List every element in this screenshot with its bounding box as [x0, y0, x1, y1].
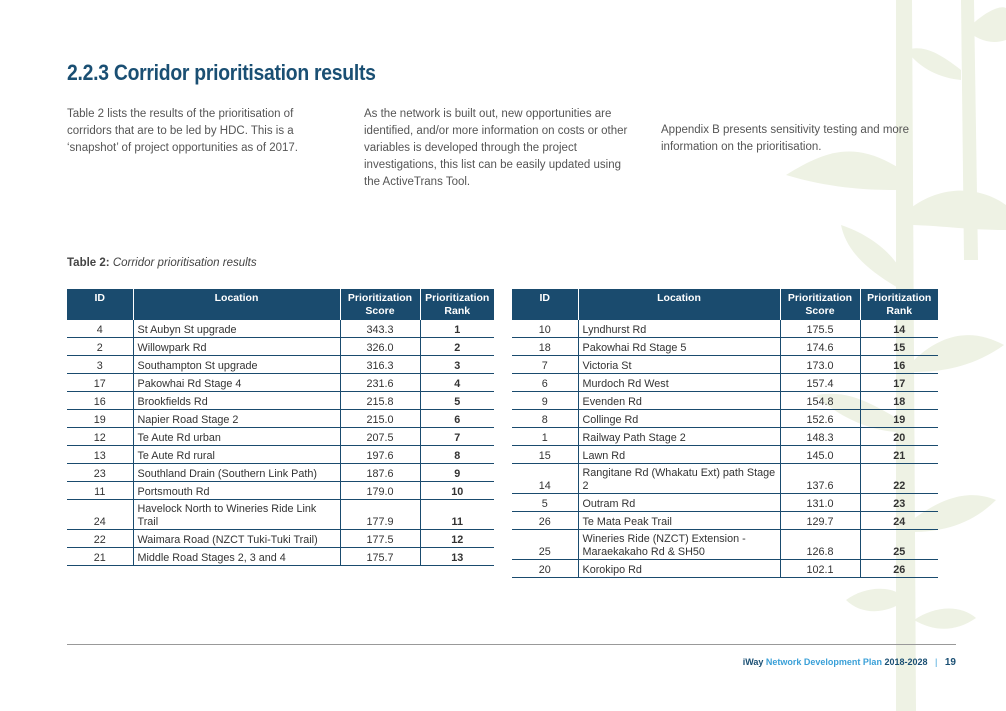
footer-brand: iWay — [742, 657, 764, 667]
results-table-left — [67, 289, 494, 566]
footer-plan-name: Network Development Plan — [765, 657, 882, 667]
cell-score: 316.3 — [340, 356, 420, 374]
cell-rank: 1 — [420, 320, 494, 338]
cell-score: 126.8 — [780, 530, 860, 560]
table-row — [512, 494, 938, 512]
cell-score: 175.5 — [780, 320, 860, 338]
cell-id: 11 — [67, 482, 133, 500]
table-caption — [67, 257, 257, 269]
table-row — [67, 320, 494, 338]
cell-location: Murdoch Rd West — [578, 374, 780, 392]
cell-id: 19 — [67, 410, 133, 428]
cell-rank: 18 — [860, 392, 938, 410]
cell-location: Korokipo Rd — [578, 560, 780, 578]
table-row — [512, 530, 938, 560]
cell-location: Portsmouth Rd — [133, 482, 340, 500]
cell-score: 177.5 — [340, 530, 420, 548]
cell-id: 18 — [512, 338, 578, 356]
cell-location: Pakowhai Rd Stage 5 — [578, 338, 780, 356]
cell-score: 154.8 — [780, 392, 860, 410]
table-row — [512, 446, 938, 464]
header-id: ID — [67, 289, 133, 320]
results-table-right — [512, 289, 938, 578]
cell-score: 187.6 — [340, 464, 420, 482]
cell-location: Outram Rd — [578, 494, 780, 512]
cell-score: 174.6 — [780, 338, 860, 356]
cell-score: 215.0 — [340, 410, 420, 428]
cell-id: 21 — [67, 548, 133, 566]
cell-rank: 2 — [420, 338, 494, 356]
header-rank: Prioritization Rank — [420, 289, 494, 320]
cell-rank: 5 — [420, 392, 494, 410]
cell-rank: 11 — [420, 500, 494, 530]
cell-location: Southampton St upgrade — [133, 356, 340, 374]
cell-score: 177.9 — [340, 500, 420, 530]
page-footer — [743, 657, 956, 668]
table-row — [67, 392, 494, 410]
intro-paragraph-1: Table 2 lists the results of the prioritisation of corridors that are to be led by HDC. This is a ‘snapshot’ of project opportunities as of 2017. — [67, 108, 298, 154]
cell-score: 207.5 — [340, 428, 420, 446]
table-row — [512, 560, 938, 578]
cell-rank: 9 — [420, 464, 494, 482]
cell-score: 343.3 — [340, 320, 420, 338]
cell-rank: 12 — [420, 530, 494, 548]
cell-id: 26 — [512, 512, 578, 530]
cell-score: 131.0 — [780, 494, 860, 512]
cell-id: 23 — [67, 464, 133, 482]
cell-rank: 13 — [420, 548, 494, 566]
cell-id: 2 — [67, 338, 133, 356]
cell-score: 129.7 — [780, 512, 860, 530]
cell-id: 20 — [512, 560, 578, 578]
page-number: 19 — [944, 657, 956, 668]
cell-rank: 16 — [860, 356, 938, 374]
cell-rank: 17 — [860, 374, 938, 392]
intro-paragraph-2: As the network is built out, new opportunities are identified, and/or more information on costs or other variables is developed through the project investigations, this list can be easily updated using the ActiveTrans Tool. — [364, 108, 628, 188]
cell-location: Middle Road Stages 2, 3 and 4 — [133, 548, 340, 566]
cell-rank: 7 — [420, 428, 494, 446]
cell-score: 148.3 — [780, 428, 860, 446]
table-row — [512, 428, 938, 446]
cell-id: 8 — [512, 410, 578, 428]
header-id: ID — [512, 289, 578, 320]
cell-id: 25 — [512, 530, 578, 560]
header-location: Location — [133, 289, 340, 320]
cell-id: 10 — [512, 320, 578, 338]
cell-location: St Aubyn St upgrade — [133, 320, 340, 338]
cell-rank: 6 — [420, 410, 494, 428]
cell-id: 14 — [512, 464, 578, 494]
cell-rank: 22 — [860, 464, 938, 494]
cell-location: Lyndhurst Rd — [578, 320, 780, 338]
cell-id: 24 — [67, 500, 133, 530]
cell-score: 157.4 — [780, 374, 860, 392]
footer-divider — [67, 644, 956, 645]
cell-rank: 8 — [420, 446, 494, 464]
cell-id: 15 — [512, 446, 578, 464]
cell-rank: 14 — [860, 320, 938, 338]
cell-id: 9 — [512, 392, 578, 410]
cell-score: 145.0 — [780, 446, 860, 464]
footer-separator: | — [935, 657, 938, 667]
cell-score: 231.6 — [340, 374, 420, 392]
table-caption-label: Table 2: — [67, 257, 110, 269]
table-row — [67, 374, 494, 392]
table-row — [67, 482, 494, 500]
header-rank: Prioritization Rank — [860, 289, 938, 320]
cell-score: 152.6 — [780, 410, 860, 428]
cell-rank: 3 — [420, 356, 494, 374]
cell-id: 12 — [67, 428, 133, 446]
cell-score: 197.6 — [340, 446, 420, 464]
cell-location: Railway Path Stage 2 — [578, 428, 780, 446]
cell-location: Wineries Ride (NZCT) Extension - Maraekakaho Rd & SH50 — [578, 530, 780, 560]
cell-location: Southland Drain (Southern Link Path) — [133, 464, 340, 482]
cell-location: Rangitane Rd (Whakatu Ext) path Stage 2 — [578, 464, 780, 494]
cell-rank: 21 — [860, 446, 938, 464]
cell-id: 17 — [67, 374, 133, 392]
table-row — [512, 392, 938, 410]
cell-id: 1 — [512, 428, 578, 446]
cell-score: 175.7 — [340, 548, 420, 566]
cell-rank: 23 — [860, 494, 938, 512]
header-location: Location — [578, 289, 780, 320]
cell-id: 3 — [67, 356, 133, 374]
cell-location: Havelock North to Wineries Ride Link Trail — [133, 500, 340, 530]
cell-score: 173.0 — [780, 356, 860, 374]
cell-rank: 15 — [860, 338, 938, 356]
table-row — [512, 512, 938, 530]
cell-rank: 4 — [420, 374, 494, 392]
cell-location: Evenden Rd — [578, 392, 780, 410]
table-row — [512, 374, 938, 392]
cell-rank: 10 — [420, 482, 494, 500]
table-row — [512, 464, 938, 494]
table-row — [67, 548, 494, 566]
table-row — [512, 356, 938, 374]
cell-location: Te Aute Rd rural — [133, 446, 340, 464]
cell-rank: 25 — [860, 530, 938, 560]
cell-id: 6 — [512, 374, 578, 392]
cell-id: 4 — [67, 320, 133, 338]
table-header-row — [512, 289, 938, 320]
table-row — [67, 464, 494, 482]
footer-years: 2018-2028 — [884, 657, 928, 667]
cell-id: 16 — [67, 392, 133, 410]
cell-rank: 24 — [860, 512, 938, 530]
cell-id: 13 — [67, 446, 133, 464]
cell-score: 215.8 — [340, 392, 420, 410]
cell-location: Willowpark Rd — [133, 338, 340, 356]
cell-score: 137.6 — [780, 464, 860, 494]
table-caption-text: Corridor prioritisation results — [112, 257, 257, 269]
table-row — [512, 338, 938, 356]
table-row — [67, 500, 494, 530]
intro-paragraph-3: Appendix B presents sensitivity testing and more information on the prioritisation. — [661, 124, 910, 153]
header-score: Prioritization Score — [780, 289, 860, 320]
cell-rank: 20 — [860, 428, 938, 446]
cell-rank: 19 — [860, 410, 938, 428]
cell-score: 102.1 — [780, 560, 860, 578]
cell-location: Victoria St — [578, 356, 780, 374]
cell-id: 7 — [512, 356, 578, 374]
table-row — [67, 356, 494, 374]
cell-location: Te Aute Rd urban — [133, 428, 340, 446]
cell-score: 179.0 — [340, 482, 420, 500]
table-row — [67, 446, 494, 464]
cell-score: 326.0 — [340, 338, 420, 356]
cell-location: Te Mata Peak Trail — [578, 512, 780, 530]
table-header-row — [67, 289, 494, 320]
table-row — [67, 410, 494, 428]
cell-location: Collinge Rd — [578, 410, 780, 428]
cell-id: 22 — [67, 530, 133, 548]
header-score: Prioritization Score — [340, 289, 420, 320]
cell-location: Waimara Road (NZCT Tuki-Tuki Trail) — [133, 530, 340, 548]
cell-location: Brookfields Rd — [133, 392, 340, 410]
page-title: 2.2.3 Corridor prioritisation results — [67, 60, 376, 85]
table-row — [67, 428, 494, 446]
table-row — [67, 530, 494, 548]
table-row — [512, 410, 938, 428]
cell-location: Napier Road Stage 2 — [133, 410, 340, 428]
cell-location: Lawn Rd — [578, 446, 780, 464]
cell-location: Pakowhai Rd Stage 4 — [133, 374, 340, 392]
cell-id: 5 — [512, 494, 578, 512]
cell-rank: 26 — [860, 560, 938, 578]
table-row — [512, 320, 938, 338]
table-row — [67, 338, 494, 356]
